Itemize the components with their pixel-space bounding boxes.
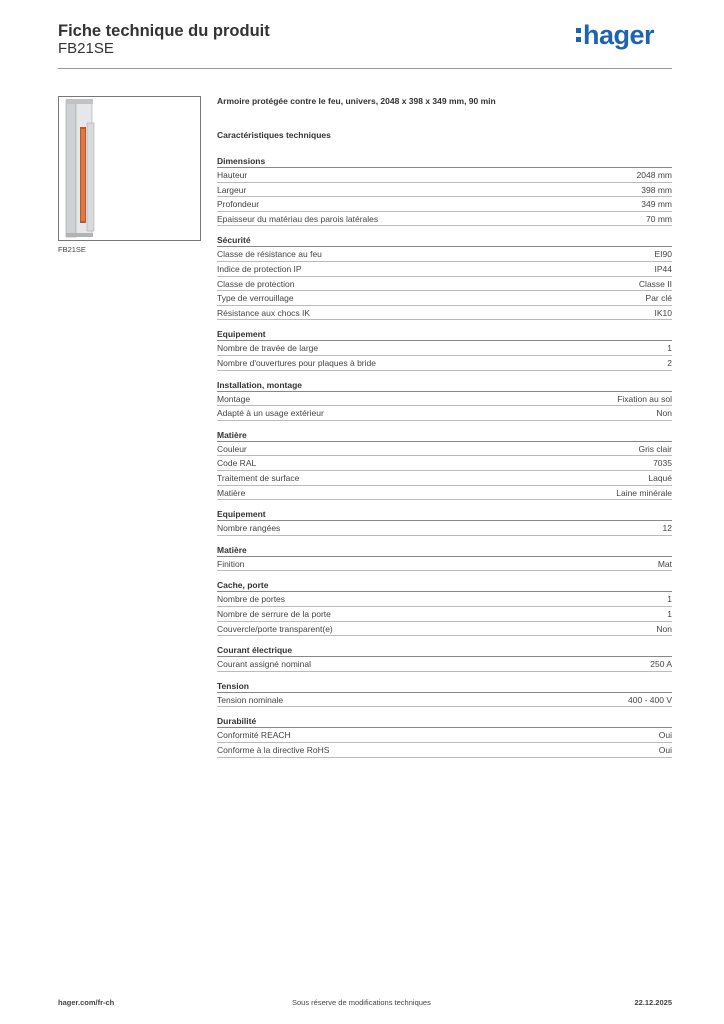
spec-row	[217, 592, 672, 607]
spec-label: Epaisseur du matériau des parois latérales	[217, 213, 379, 224]
spec-row	[217, 471, 672, 486]
spec-row	[217, 622, 672, 637]
spec-label: Finition	[217, 558, 245, 569]
page-title: Fiche technique du produit	[58, 22, 270, 40]
spec-value: EI90	[654, 249, 672, 260]
spec-value: 2048 mm	[636, 170, 672, 180]
spec-row	[217, 306, 672, 321]
spec-row	[217, 521, 672, 536]
spec-value: 70 mm	[646, 213, 672, 224]
spec-row	[217, 657, 672, 672]
spec-label: Hauteur	[217, 170, 248, 180]
spec-row	[217, 183, 672, 198]
spec-value: Par clé	[645, 293, 672, 304]
product-image-frame	[58, 96, 201, 241]
spec-label: Type de verrouillage	[217, 293, 294, 304]
spec-label: Indice de protection IP	[217, 264, 302, 274]
spec-row	[217, 557, 672, 572]
spec-label: Couvercle/porte transparent(e)	[217, 623, 333, 634]
spec-row	[217, 607, 672, 622]
spec-value: 250 A	[650, 659, 672, 670]
spec-label: Profondeur	[217, 199, 260, 210]
spec-label: Tension nominale	[217, 694, 284, 705]
spec-row	[217, 247, 672, 262]
hager-logo	[576, 20, 654, 50]
spec-value: Gris clair	[638, 443, 672, 454]
spec-row	[217, 168, 672, 183]
technical-specs	[217, 96, 672, 755]
group-title: Durabilité	[217, 716, 257, 727]
spec-value: 349 mm	[641, 199, 672, 210]
spec-row	[217, 743, 672, 758]
spec-value: 7035	[653, 458, 672, 469]
logo-dots-icon	[576, 28, 581, 42]
spec-row	[217, 406, 672, 421]
product-reference: FB21SE	[58, 40, 114, 57]
spec-value: Fixation au sol	[617, 393, 672, 404]
spec-label: Largeur	[217, 184, 247, 195]
spec-row	[217, 356, 672, 371]
group-title: Courant électrique	[217, 645, 293, 656]
spec-value: 2	[667, 358, 672, 368]
group-title: Equipement	[217, 329, 266, 340]
group-title: Installation, montage	[217, 379, 303, 390]
spec-value: 400 - 400 V	[628, 694, 672, 705]
spec-label: Courant assigné nominal	[217, 659, 312, 670]
spec-value: 398 mm	[641, 184, 672, 195]
group-title: Matière	[217, 544, 247, 555]
logo-wordmark: hager	[582, 19, 654, 50]
spec-value: IK10	[654, 307, 672, 318]
spec-label: Nombre de travée de large	[217, 343, 319, 354]
spec-row	[217, 728, 672, 743]
spec-label: Montage	[217, 393, 251, 404]
spec-label: Nombre de serrure de la porte	[217, 609, 331, 619]
spec-value: Laqué	[648, 473, 672, 483]
spec-value: Laine minérale	[616, 487, 672, 498]
group-title: Tension	[217, 680, 249, 691]
spec-label: Couleur	[217, 443, 247, 454]
spec-row	[217, 291, 672, 306]
section-title: Caractéristiques techniques	[217, 130, 331, 140]
spec-label: Traitement de surface	[217, 473, 300, 483]
fire-cabinet-image	[59, 97, 200, 240]
spec-value: Oui	[658, 730, 672, 741]
spec-value: 1	[667, 609, 672, 619]
spec-label: Adapté à un usage extérieur	[217, 408, 324, 419]
group-title: Matière	[217, 429, 247, 440]
spec-label: Matière	[217, 487, 246, 498]
spec-value: Classe II	[638, 278, 672, 289]
spec-value: Non	[656, 408, 672, 419]
footer-disclaimer: Sous réserve de modifications techniques	[292, 998, 431, 1007]
group-title: Cache, porte	[217, 580, 269, 591]
spec-label: Code RAL	[217, 458, 257, 469]
spec-label: Classe de protection	[217, 278, 295, 289]
spec-row	[217, 392, 672, 407]
footer-website: hager.com/fr-ch	[58, 998, 115, 1007]
spec-value: 1	[667, 594, 672, 605]
spec-row	[217, 442, 672, 457]
product-description: Armoire protégée contre le feu, univers, 2048 x 398 x 349 mm, 90 min	[217, 96, 496, 106]
spec-label: Nombre d'ouvertures pour plaques à bride	[217, 358, 376, 368]
header-divider	[58, 68, 672, 69]
spec-row	[217, 262, 672, 277]
spec-label: Nombre de portes	[217, 594, 286, 605]
spec-row	[217, 277, 672, 292]
spec-value: Oui	[658, 745, 672, 755]
spec-label: Classe de résistance au feu	[217, 249, 322, 260]
spec-value: IP44	[654, 264, 672, 274]
spec-row	[217, 341, 672, 356]
group-title: Sécurité	[217, 235, 251, 246]
spec-row	[217, 212, 672, 227]
spec-label: Conforme à la directive RoHS	[217, 745, 330, 755]
group-title: Equipement	[217, 509, 266, 520]
spec-label: Conformité REACH	[217, 730, 291, 741]
footer-date: 22.12.2025	[634, 998, 672, 1007]
page-header	[58, 20, 672, 68]
spec-value: Mat	[657, 558, 672, 569]
spec-label: Résistance aux chocs IK	[217, 307, 311, 318]
spec-row	[217, 693, 672, 708]
spec-row	[217, 197, 672, 212]
image-caption: FB21SE	[58, 245, 86, 254]
spec-row	[217, 456, 672, 471]
spec-row	[217, 486, 672, 501]
spec-value: Non	[656, 623, 672, 634]
spec-label: Nombre rangées	[217, 523, 281, 534]
spec-value: 1	[667, 343, 672, 354]
spec-value: 12	[662, 523, 672, 534]
group-title: Dimensions	[217, 156, 266, 166]
